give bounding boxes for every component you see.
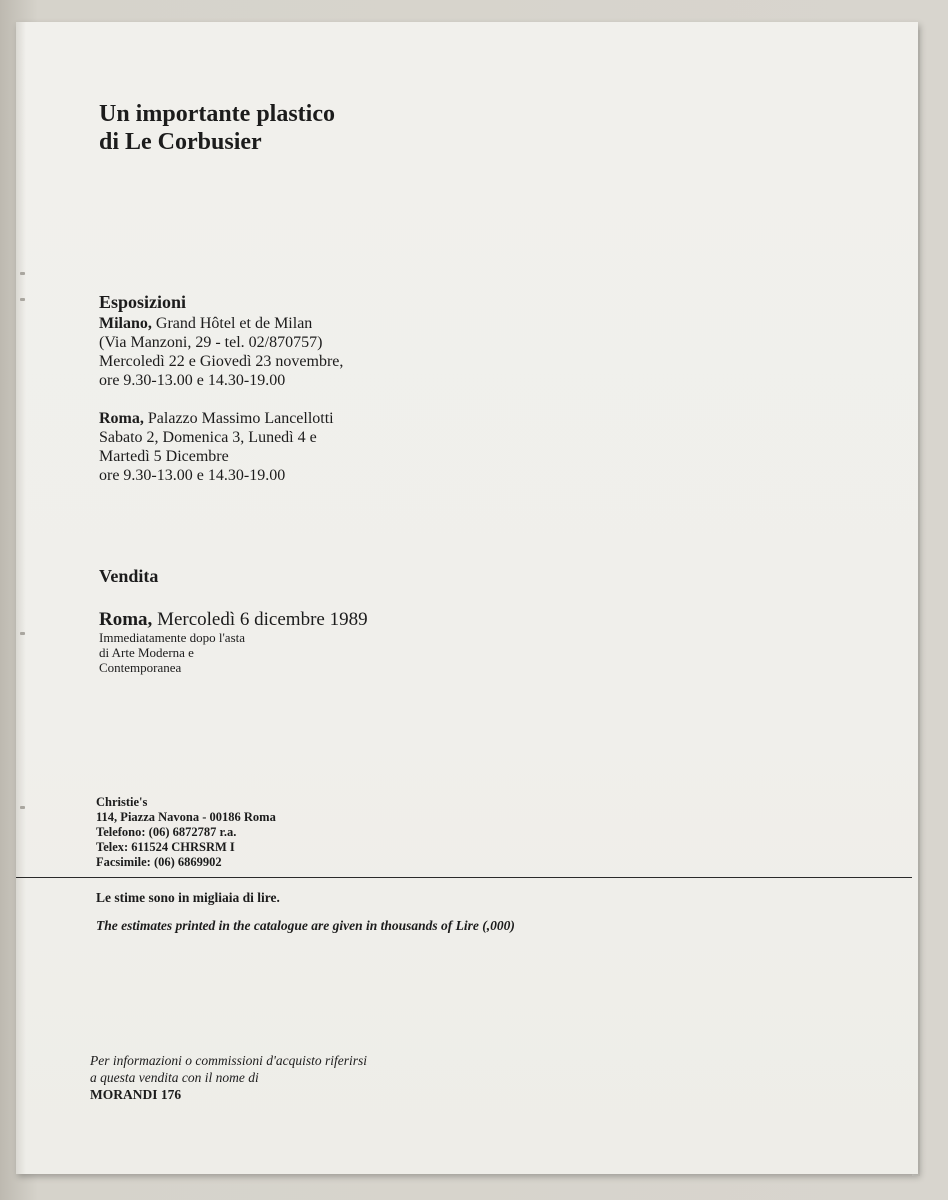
vendita-note — [99, 630, 245, 675]
vendita-note-1: Immediatamente dopo l'asta — [99, 630, 246, 645]
staple-mark — [20, 298, 25, 301]
roma-dates-2: Martedì 5 Dicembre — [99, 448, 229, 465]
estimates-note-english: The estimates printed in the catalogue are given in thousands of Lire (,000) — [96, 918, 515, 933]
contact-facsimile: Facsimile: (06) 6869902 — [96, 855, 222, 869]
title-line-1: Un importante plastico — [99, 101, 335, 127]
roma-venue: Palazzo Massimo Lancellotti — [143, 410, 334, 427]
contact-telefono: Telefono: (06) 6872787 r.a. — [96, 825, 237, 839]
staple-mark — [20, 806, 25, 809]
info-line-2: a questa vendita con il nome di — [90, 1070, 259, 1085]
vendita-heading: Vendita — [99, 566, 159, 586]
contact-telex: Telex: 611524 CHRSRM I — [96, 840, 235, 854]
contact-block — [96, 795, 276, 870]
binding-shadow — [16, 22, 26, 1174]
staple-mark — [20, 632, 25, 635]
milano-exhibition — [99, 314, 343, 390]
milano-venue: Grand Hôtel et de Milan — [151, 315, 313, 332]
roma-exhibition — [99, 409, 334, 485]
vendita-note-2: di Arte Moderna e — [99, 645, 194, 660]
vendita-date: Mercoledì 6 dicembre 1989 — [152, 609, 368, 630]
catalogue-page — [16, 22, 918, 1174]
roma-dates-1: Sabato 2, Domenica 3, Lunedì 4 e — [99, 429, 317, 446]
staple-mark — [20, 272, 25, 275]
info-line-1: Per informazioni o commissioni d'acquisto riferirsi — [90, 1053, 368, 1068]
milano-dates: Mercoledì 22 e Giovedì 23 novembre, — [99, 353, 344, 370]
milano-venue-line — [99, 314, 343, 333]
vendita-city: Roma, — [99, 609, 153, 630]
milano-hours: ore 9.30-13.00 e 14.30-19.00 — [99, 372, 286, 389]
vendita-note-3: Contemporanea — [99, 660, 182, 675]
esposizioni-heading: Esposizioni — [99, 292, 187, 312]
roma-city: Roma, — [99, 410, 144, 427]
divider-rule — [16, 877, 912, 878]
vendita-date-line — [99, 609, 368, 630]
sale-code: MORANDI 176 — [90, 1087, 182, 1102]
info-block — [90, 1052, 367, 1103]
milano-address: (Via Manzoni, 29 - tel. 02/870757) — [99, 334, 323, 351]
contact-name: Christie's — [96, 795, 148, 809]
roma-venue-line — [99, 409, 334, 428]
milano-city: Milano, — [99, 315, 152, 332]
title-line-2: di Le Corbusier — [99, 129, 262, 155]
estimates-note-italian: Le stime sono in migliaia di lire. — [96, 890, 280, 905]
contact-address: 114, Piazza Navona - 00186 Roma — [96, 810, 276, 824]
roma-hours: ore 9.30-13.00 e 14.30-19.00 — [99, 467, 286, 484]
page-title — [99, 100, 335, 156]
